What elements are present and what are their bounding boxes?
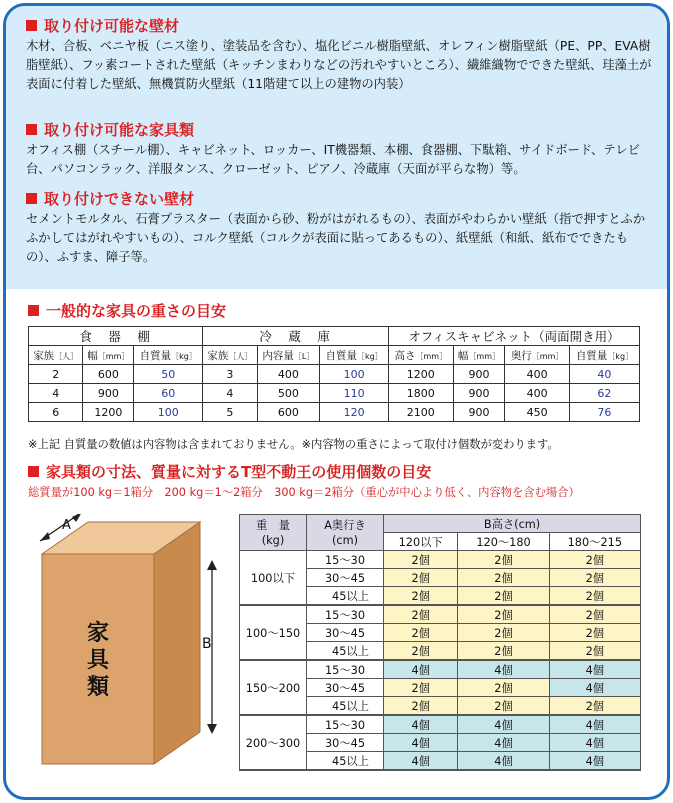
column-label: 自質量 xyxy=(575,349,608,362)
group-header: 食 器 棚 xyxy=(29,327,203,346)
group-header: 冷 蔵 庫 xyxy=(203,327,389,346)
table-row xyxy=(29,365,640,384)
square-bullet-icon xyxy=(26,124,37,135)
height-col: 120～180 xyxy=(458,533,549,551)
count-cell: 2個 xyxy=(458,679,549,697)
count-cell: 4個 xyxy=(549,660,640,679)
count-cell: 4個 xyxy=(549,734,640,752)
column-label: 幅 xyxy=(87,349,98,362)
column-unit: ［人］ xyxy=(228,351,253,361)
table-cell: 50 xyxy=(134,365,203,384)
depth-cell: 30～45 xyxy=(307,569,384,587)
column-label: 自質量 xyxy=(325,349,358,362)
table-cell: 60 xyxy=(134,384,203,403)
count-cell: 2個 xyxy=(384,551,458,569)
column-header xyxy=(389,346,453,365)
table-cell: 600 xyxy=(83,365,134,384)
count-cell: 2個 xyxy=(549,587,640,606)
table-cell: 400 xyxy=(505,384,569,403)
column-unit: ［kg］ xyxy=(171,351,197,361)
column-header xyxy=(203,346,257,365)
count-cell: 2個 xyxy=(384,679,458,697)
weight-cell: 200～300 xyxy=(240,715,307,770)
section-body: 木材、合板、ベニヤ板（ニス塗り、塗装品を含む）、塩化ビニル樹脂壁紙、オレフィン樹脂壁紙（PE、PP、EVA樹脂壁紙）、フッ素コートされた壁紙（キッチンまわりなどの汚れやすいところ）、繊維織物でできた壁紙、珪藻土が表面に付着した壁紙、無機質防火壁紙（11階建て以上の建物の内装） xyxy=(26,39,652,91)
depth-cell: 15～30 xyxy=(307,605,384,624)
depth-unit: (cm) xyxy=(331,533,359,547)
column-label: 内容量 xyxy=(262,349,294,362)
column-header xyxy=(505,346,569,365)
count-cell: 2個 xyxy=(549,605,640,624)
count-cell: 4個 xyxy=(549,679,640,697)
weight-header: 重 量 xyxy=(256,518,290,532)
table-cell: 900 xyxy=(453,365,505,384)
count-cell: 4個 xyxy=(458,715,549,734)
table-cell: 4 xyxy=(29,384,83,403)
table-cell: 76 xyxy=(569,403,639,422)
page-frame xyxy=(3,3,670,800)
table-row xyxy=(240,660,641,679)
table-cell: 1200 xyxy=(389,365,453,384)
depth-cell: 45以上 xyxy=(307,587,384,606)
column-header xyxy=(453,346,505,365)
usage-heading: 家具類の寸法、質量に対するT型不動王の使用個数の目安 xyxy=(46,463,432,481)
section-heading: 取り付け可能な壁材 xyxy=(44,17,180,35)
count-cell: 2個 xyxy=(549,551,640,569)
furniture-box-diagram xyxy=(26,514,226,784)
depth-cell: 30～45 xyxy=(307,679,384,697)
section-heading: 取り付けできない壁材 xyxy=(44,190,195,208)
column-unit: ［mm］ xyxy=(531,351,564,361)
count-cell: 2個 xyxy=(549,642,640,661)
depth-cell: 30～45 xyxy=(307,624,384,642)
count-cell: 4個 xyxy=(384,752,458,771)
count-cell: 4個 xyxy=(384,734,458,752)
column-unit: ［mm］ xyxy=(468,351,500,361)
section-wall-ng xyxy=(26,189,656,267)
table-cell: 5 xyxy=(203,403,257,422)
usage-subheading: 総質量が100 kg＝1箱分 200 kg＝1～2箱分 300 kg＝2箱分（重心が中心より低く、内容物を含む場合） xyxy=(28,486,580,499)
column-unit: ［人］ xyxy=(54,351,79,361)
table-cell: 900 xyxy=(453,384,505,403)
column-label: 高さ xyxy=(394,349,416,362)
table-cell: 120 xyxy=(320,403,389,422)
count-cell: 2個 xyxy=(384,605,458,624)
count-cell: 4個 xyxy=(384,660,458,679)
square-bullet-icon xyxy=(28,466,39,477)
count-cell: 4個 xyxy=(549,752,640,771)
column-unit: ［kg］ xyxy=(607,351,634,361)
furniture-weight-table xyxy=(28,326,640,422)
table-cell: 900 xyxy=(83,384,134,403)
square-bullet-icon xyxy=(26,20,37,31)
section-wall-ok xyxy=(26,16,656,94)
column-header xyxy=(569,346,639,365)
count-cell: 2個 xyxy=(549,569,640,587)
count-cell: 2個 xyxy=(384,569,458,587)
count-cell: 2個 xyxy=(458,697,549,716)
table-cell: 450 xyxy=(505,403,569,422)
table-cell: 100 xyxy=(134,403,203,422)
column-header xyxy=(29,346,83,365)
column-header xyxy=(257,346,320,365)
weight-unit: (kg) xyxy=(261,533,285,547)
box-label: 家具類 xyxy=(86,621,109,700)
group-header: オフィスキャビネット（両面開き用） xyxy=(389,327,640,346)
depth-cell: 15～30 xyxy=(307,715,384,734)
count-cell: 2個 xyxy=(384,697,458,716)
label-b: B xyxy=(202,636,212,652)
table-cell: 900 xyxy=(453,403,505,422)
table-cell: 500 xyxy=(257,384,320,403)
weight-cell: 100以下 xyxy=(240,551,307,606)
table-cell: 2100 xyxy=(389,403,453,422)
column-unit: ［kg］ xyxy=(357,351,383,361)
label-a: A xyxy=(62,518,71,533)
height-col: 120以下 xyxy=(384,533,458,551)
table-row xyxy=(240,715,641,734)
count-cell: 2個 xyxy=(384,587,458,606)
weights-note: ※上記 自質量の数値は内容物は含まれておりません。※内容物の重さによって取付け個数が変わります。 xyxy=(28,438,559,451)
table-cell: 40 xyxy=(569,365,639,384)
depth-cell: 45以上 xyxy=(307,642,384,661)
depth-cell: 15～30 xyxy=(307,551,384,569)
count-cell: 4個 xyxy=(384,715,458,734)
count-cell: 2個 xyxy=(384,624,458,642)
count-cell: 2個 xyxy=(458,642,549,661)
count-cell: 2個 xyxy=(458,569,549,587)
count-cell: 2個 xyxy=(458,605,549,624)
top-panel xyxy=(6,6,667,289)
table-cell: 400 xyxy=(257,365,320,384)
table-cell: 1200 xyxy=(83,403,134,422)
table-row xyxy=(29,384,640,403)
depth-header: A奥行き xyxy=(324,518,366,532)
count-cell: 4個 xyxy=(549,715,640,734)
count-cell: 4個 xyxy=(458,752,549,771)
column-header xyxy=(83,346,134,365)
table-cell: 6 xyxy=(29,403,83,422)
table-row xyxy=(240,605,641,624)
table-cell: 3 xyxy=(203,365,257,384)
weight-cell: 100～150 xyxy=(240,605,307,660)
height-header: B高さ(cm) xyxy=(384,515,641,533)
section-furniture-ok xyxy=(26,120,656,179)
section-body: セメントモルタル、石膏プラスター（表面から砂、粉がはがれるもの）、表面がやわらかい壁紙（指で押すとふかふかしてはがれやすいもの）、コルク壁紙（コルクが表面に貼ってあるもの）、紙壁紙（和紙、紙布でできたもの）、ふすま、障子等。 xyxy=(26,212,646,264)
column-unit: ［mm］ xyxy=(97,351,130,361)
table-cell: 2 xyxy=(29,365,83,384)
count-cell: 2個 xyxy=(549,624,640,642)
depth-cell: 45以上 xyxy=(307,697,384,716)
table-cell: 100 xyxy=(320,365,389,384)
count-cell: 2個 xyxy=(458,624,549,642)
furniture-box-icon xyxy=(26,514,226,784)
column-header xyxy=(134,346,203,365)
table-cell: 62 xyxy=(569,384,639,403)
section-heading: 取り付け可能な家具類 xyxy=(44,121,195,139)
weights-heading: 一般的な家具の重さの目安 xyxy=(46,302,227,320)
count-cell: 4個 xyxy=(458,734,549,752)
column-unit: ［mm］ xyxy=(415,351,448,361)
depth-cell: 15～30 xyxy=(307,660,384,679)
square-bullet-icon xyxy=(26,193,37,204)
table-cell: 400 xyxy=(505,365,569,384)
table-cell: 600 xyxy=(257,403,320,422)
count-cell: 2個 xyxy=(384,642,458,661)
column-label: 自質量 xyxy=(139,349,172,362)
table-row xyxy=(29,403,640,422)
column-label: 家族 xyxy=(207,349,229,362)
square-bullet-icon xyxy=(28,305,39,316)
table-row xyxy=(240,551,641,569)
depth-cell: 30～45 xyxy=(307,734,384,752)
depth-cell: 45以上 xyxy=(307,752,384,771)
section-body: オフィス棚（スチール棚）、キャビネット、ロッカー、IT機器類、本棚、食器棚、下駄箱、サイドボード、テレビ台、パソコンラック、洋服タンス、クローゼット、ピアノ、冷蔵庫（天面が平らな物）等。 xyxy=(26,143,640,176)
table-cell: 4 xyxy=(203,384,257,403)
count-cell: 2個 xyxy=(458,587,549,606)
weight-cell: 150～200 xyxy=(240,660,307,715)
column-label: 奥行 xyxy=(510,349,532,362)
table-cell: 1800 xyxy=(389,384,453,403)
column-header xyxy=(320,346,389,365)
count-cell: 2個 xyxy=(549,697,640,716)
count-cell: 2個 xyxy=(458,551,549,569)
table-cell: 110 xyxy=(320,384,389,403)
usage-count-table xyxy=(239,514,641,771)
column-label: 幅 xyxy=(457,349,469,362)
height-col: 180～215 xyxy=(549,533,640,551)
count-cell: 4個 xyxy=(458,660,549,679)
column-unit: ［L］ xyxy=(293,351,315,361)
column-label: 家族 xyxy=(33,349,55,362)
